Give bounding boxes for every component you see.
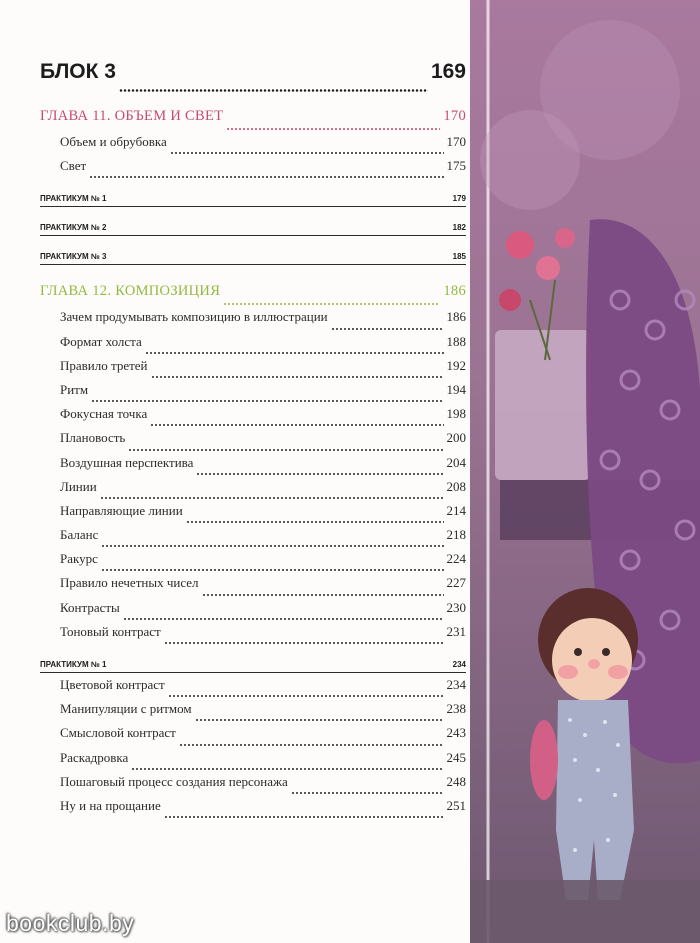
- practicum-page: 185: [452, 251, 466, 261]
- toc-practicum: [40, 211, 466, 236]
- toc-entry: [40, 677, 466, 701]
- entry-title: Линии: [60, 478, 97, 494]
- toc-entry: [40, 503, 466, 527]
- practicum-page: 234: [452, 659, 466, 669]
- toc-entry: [40, 701, 466, 725]
- entry-page: 245: [446, 749, 466, 765]
- entry-page: 234: [446, 677, 466, 692]
- entry-title: Ну и на прощание: [60, 797, 161, 813]
- toc-entry: [40, 725, 466, 749]
- girl-with-pink-plush-illustration: [470, 0, 700, 943]
- entry-page: 214: [446, 502, 466, 518]
- entry-title: Пошаговый процесс создания персонажа: [60, 773, 288, 789]
- dot-leader: [164, 642, 444, 644]
- chapter-12-entries: [40, 309, 466, 648]
- dot-leader: [168, 695, 444, 697]
- entry-title: Объем и обрубовка: [60, 134, 167, 149]
- entry-page: 194: [446, 381, 466, 397]
- entry-title: Правило нечетных чисел: [60, 575, 199, 591]
- entry-title: Фокусная точка: [60, 406, 148, 422]
- entry-title: Баланс: [60, 527, 99, 543]
- toc-entry: [40, 455, 466, 479]
- entry-page: 200: [446, 430, 466, 446]
- dot-leader: [119, 89, 428, 92]
- toc-practicum: [40, 648, 466, 673]
- entry-page: 208: [446, 478, 466, 494]
- entry-title: Смысловой контраст: [60, 725, 176, 741]
- toc-entry: [40, 479, 466, 503]
- dot-leader: [89, 176, 443, 178]
- practicum-title: ПРАКТИКУМ № 1: [40, 193, 107, 203]
- toc-entry: [40, 600, 466, 624]
- practicum-title: ПРАКТИКУМ № 2: [40, 222, 107, 232]
- entry-title: Правило третей: [60, 357, 148, 373]
- chapter-12-entries-continued: [40, 677, 466, 822]
- dot-leader: [170, 152, 444, 154]
- dot-leader: [186, 521, 444, 523]
- entry-page: 188: [446, 333, 466, 349]
- toc-entry: [40, 774, 466, 798]
- entry-page: 198: [446, 406, 466, 422]
- entry-page: 231: [446, 623, 466, 639]
- entry-title: Воздушная перспектива: [60, 454, 194, 470]
- dot-leader: [128, 449, 443, 451]
- dot-leader: [123, 618, 444, 620]
- entry-page: 238: [446, 701, 466, 717]
- toc-entry: [40, 527, 466, 551]
- entry-title: Раскадровка: [60, 749, 129, 765]
- dot-leader: [164, 816, 444, 818]
- dot-leader: [331, 328, 444, 330]
- toc-block-heading: [40, 50, 466, 94]
- entry-page: 230: [446, 599, 466, 615]
- toc-entry: [40, 798, 466, 822]
- dot-leader: [196, 473, 443, 475]
- entry-page: 227: [446, 575, 466, 591]
- toc-entry: [40, 334, 466, 358]
- toc-entry: [40, 551, 466, 575]
- dot-leader: [91, 400, 443, 402]
- dot-leader: [202, 594, 444, 596]
- block-page: 169: [430, 60, 466, 83]
- toc-entry: [40, 309, 466, 333]
- dot-leader: [145, 352, 444, 354]
- entry-title: Формат холста: [60, 333, 142, 349]
- toc-entry: [40, 575, 466, 599]
- entry-title: Манипуляции с ритмом: [60, 701, 192, 717]
- entry-page: 175: [446, 158, 466, 174]
- toc-entry: [40, 750, 466, 774]
- dot-leader: [150, 424, 443, 426]
- entry-page: 192: [446, 357, 466, 373]
- practicum-title: ПРАКТИКУМ № 1: [40, 659, 107, 669]
- practicum-title: ПРАКТИКУМ № 3: [40, 251, 107, 261]
- dot-leader: [131, 768, 443, 770]
- entry-title: Ритм: [60, 381, 89, 397]
- chapter-page: 170: [443, 108, 466, 124]
- chapter-page: 186: [443, 283, 466, 300]
- entry-page: 224: [446, 551, 466, 567]
- toc-entry: [40, 158, 466, 182]
- entry-title: Свет: [60, 158, 87, 174]
- dot-leader: [101, 545, 443, 547]
- dot-leader: [101, 569, 444, 571]
- chapter-title: ГЛАВА 11. ОБЪЕМ И СВЕТ: [40, 108, 224, 124]
- dot-leader: [291, 792, 444, 794]
- toc-entry: [40, 134, 466, 158]
- toc-practicum: [40, 240, 466, 265]
- toc-entry: [40, 624, 466, 648]
- dot-leader: [195, 719, 444, 721]
- toc-chapter-11: [40, 108, 466, 134]
- entry-page: 218: [446, 527, 466, 543]
- dot-leader: [223, 303, 440, 305]
- site-watermark: bookclub.by: [6, 910, 135, 936]
- dot-leader: [100, 497, 444, 499]
- toc-entry: [40, 430, 466, 454]
- entry-title: Плановость: [60, 430, 126, 446]
- toc-chapter-12: [40, 283, 466, 309]
- entry-title: Цветовой контраст: [60, 677, 165, 692]
- entry-page: 243: [446, 725, 466, 741]
- entry-title: Направляющие линии: [60, 502, 183, 518]
- practicum-page: 182: [452, 222, 466, 232]
- toc-entry: [40, 382, 466, 406]
- toc-practicum: [40, 182, 466, 207]
- practicum-page: 179: [452, 193, 466, 203]
- entry-title: Зачем продумывать композицию в иллюстрации: [60, 309, 328, 325]
- entry-title: Ракурс: [60, 551, 98, 567]
- dot-leader: [151, 376, 444, 378]
- toc-entry: [40, 406, 466, 430]
- entry-page: 186: [446, 309, 466, 325]
- entry-title: Тоновый контраст: [60, 623, 161, 639]
- block-title: БЛОК 3: [40, 60, 116, 83]
- dot-leader: [179, 744, 444, 746]
- entry-page: 170: [446, 134, 466, 149]
- toc-entry: [40, 358, 466, 382]
- dot-leader: [226, 128, 440, 130]
- entry-page: 248: [446, 773, 466, 789]
- entry-title: Контрасты: [60, 599, 120, 615]
- chapter-title: ГЛАВА 12. КОМПОЗИЦИЯ: [40, 283, 221, 300]
- table-of-contents: [40, 50, 466, 822]
- entry-page: 204: [446, 454, 466, 470]
- entry-page: 251: [446, 797, 466, 813]
